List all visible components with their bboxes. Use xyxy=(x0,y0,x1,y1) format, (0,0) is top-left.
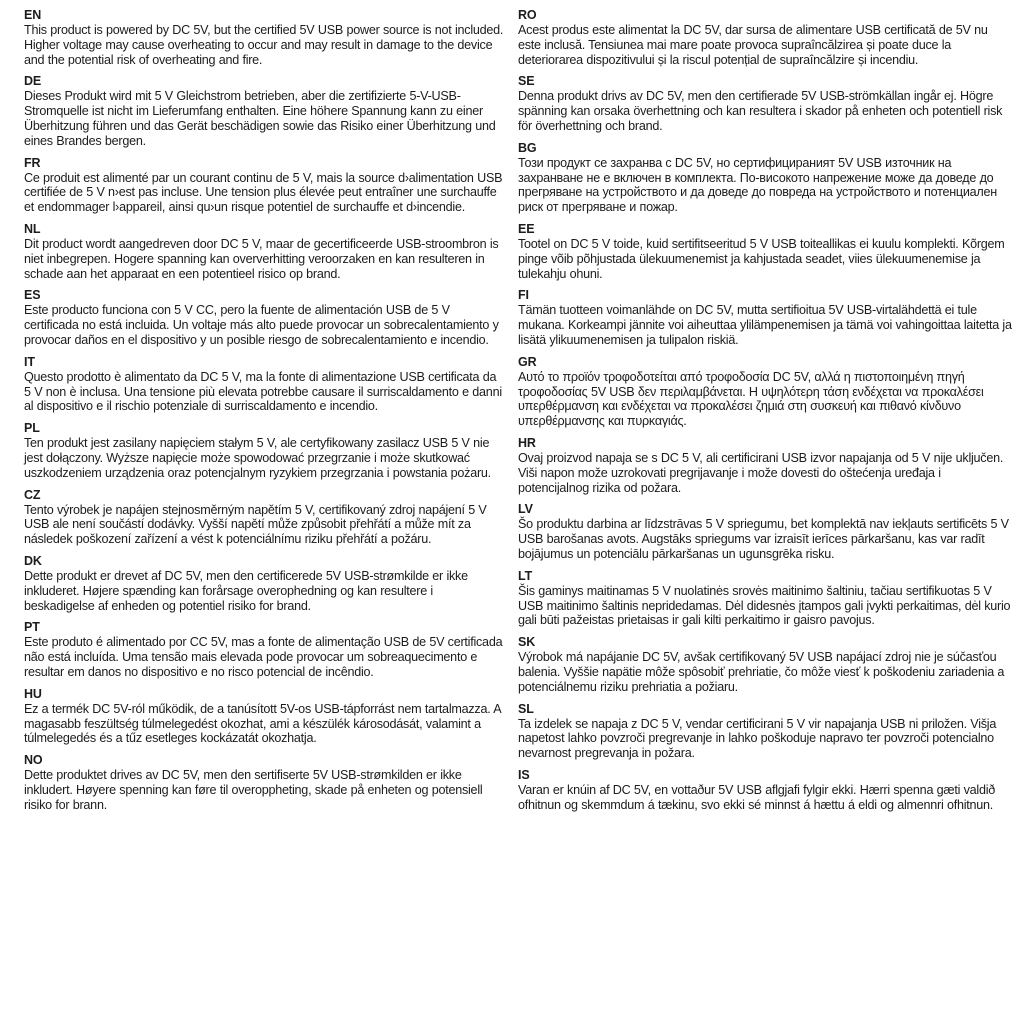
language-code-label: FR xyxy=(24,155,41,170)
language-section xyxy=(518,141,1012,215)
language-code-label: SL xyxy=(518,701,534,716)
language-code-label: LT xyxy=(518,568,533,583)
language-warning-text: Този продукт се захранва с DC 5V, но сертифицираният 5V USB източник на захранване не е включен в комплекта. По-високото напрежение може да доведе до прегряване на устройството и да доведе до повреда на устройството и потенциален риск от прегряване и пожар. xyxy=(518,155,997,215)
language-warning-text: Denna produkt drivs av DC 5V, men den certifierade 5V USB-strömkällan ingår ej. Högre spänning kan orsaka överhettning och kan resultera i skador på enheten och potentiell risk för överhettning och brand. xyxy=(518,89,1003,133)
language-warning-text: Este producto funciona con 5 V CC, pero la fuente de alimentación USB de 5 V certificada no está incluida. Un voltaje más alto puede provocar un sobrecalentamiento y provocar daños en el dispositivo y un posible riesgo de sobrecalentamiento e incendio. xyxy=(24,303,499,347)
language-warning-text: Varan er knúin af DC 5V, en vottaður 5V USB aflgjafi fylgir ekki. Hærri spenna gæti valdið ofhitnun og skemmdum á tækinu, svo ekki sé minnst á hættu á eldi og almennri ofhitnun. xyxy=(518,782,995,812)
language-warning-text: Ta izdelek se napaja z DC 5 V, vendar certificirani 5 V vir napajanja USB ni priložen. Višja napetost lahko povzroči pregrevanje in lahko poškoduje napravo ter povzroči potencialno nevarnost pregrevanja in požara. xyxy=(518,716,997,761)
language-section xyxy=(518,502,1012,561)
language-warning-text: Dette produktet drives av DC 5V, men den sertifiserte 5V USB-strømkilden er ikke inkludert. Høyere spenning kan føre til overoppheting, skade på enheten og potensiell risiko for brann. xyxy=(24,768,483,812)
language-code-label: ES xyxy=(24,288,41,303)
language-code-label: FI xyxy=(518,288,529,303)
language-section xyxy=(518,635,1012,694)
language-warning-text: Šo produktu darbina ar līdzstrāvas 5 V spriegumu, bet komplektā nav iekļauts sertificēts 5 V USB barošanas avots. Augstāks spriegums var izraisīt ierīces pārkaršanu, kas var radīt bojājumus un potenciālu pārkaršanas un ugunsgrēka risku. xyxy=(518,517,1009,561)
language-warning-text: Ez a termék DC 5V-ról működik, de a tanúsított 5V-os USB-tápforrást nem tartalmazza. A magasabb feszültség túlmelegedést okozhat, ami a készülék károsodását, valamint a túlmelegedés és a tűz esetleges kockázatát okozhatja. xyxy=(24,701,501,746)
language-section xyxy=(24,355,506,414)
language-warning-text: Αυτό το προϊόν τροφοδοτείται από τροφοδοσία DC 5V, αλλά η πιστοποιημένη πηγή τροφοδοσίας 5V USB δεν περιλαμβάνεται. Η υψηλότερη τάση ενδέχεται να προκαλέσει υπερθέρμανση και ενδέχεται να προκαλέσει ζημιά στη συσκευή και πιθανό κίνδυνο υπερθέρμανσης και πυρκαγιάς. xyxy=(518,369,984,429)
language-section xyxy=(24,222,506,281)
language-warning-text: Ovaj proizvod napaja se s DC 5 V, ali certificirani USB izvor napajanja od 5 V nije uključen. Viši napon može uzrokovati pregrijavanje i može dovesti do oštećenja uređaja i potencijalnog rizika od požara. xyxy=(518,450,1004,495)
language-code-label: PL xyxy=(24,421,40,436)
language-code-label: DK xyxy=(24,553,42,568)
language-section xyxy=(518,74,1012,133)
language-section xyxy=(518,569,1012,628)
language-warning-text: Este produto é alimentado por CC 5V, mas a fonte de alimentação USB de 5V certificada não está incluída. Uma tensão mais elevada pode provocar um sobreaquecimento e resultar em danos no dispositivo e no risco potencial de incêndio. xyxy=(24,635,503,679)
language-warning-text: Dette produkt er drevet af DC 5V, men den certificerede 5V USB-strømkilde er ikke inkluderet. Højere spænding kan forårsage overophedning og kan resultere i beskadigelse af enheden og potentiel risiko for brand. xyxy=(24,568,468,613)
language-code-label: PT xyxy=(24,620,40,635)
language-section xyxy=(518,355,1012,429)
language-code-label: LV xyxy=(518,502,533,517)
left-column xyxy=(24,8,506,1016)
language-warning-text: Ten produkt jest zasilany napięciem stałym 5 V, ale certyfikowany zasilacz USB 5 V nie jest dołączony. Wyższe napięcie może spowodować przegrzanie i może skutkować uszkodzeniem urządzenia oraz potencjalnym ryzykiem przegrzania i powstania pożaru. xyxy=(24,436,491,480)
language-warning-text: This product is powered by DC 5V, but the certified 5V USB power source is not included. Higher voltage may cause overheating to occur and may result in damage to the device and the potential risk of overheating and fire. xyxy=(24,23,504,67)
language-section xyxy=(24,687,506,746)
language-code-label: HR xyxy=(518,435,536,450)
language-warning-text: Výrobok má napájanie DC 5V, avšak certifikovaný 5V USB napájací zdroj nie je súčasťou balenia. Vyššie napätie môže spôsobiť prehriatie, čo môže viesť k poškodeniu zariadenia a potenciálnemu riziku prehriatia a požiaru. xyxy=(518,650,1005,694)
right-column xyxy=(518,8,1012,1016)
language-code-label: NL xyxy=(24,221,41,236)
language-section xyxy=(518,8,1012,67)
language-code-label: DE xyxy=(24,74,42,89)
language-section xyxy=(24,74,506,148)
language-warning-text: Tootel on DC 5 V toide, kuid sertifitseeritud 5 V USB toiteallikas ei kuulu komplekti. Kõrgem pinge võib põhjustada ülekuumenemist ja kahjustada seadet, viies ülekuumenemise ja tulekahju ohuni. xyxy=(518,236,1005,281)
language-section xyxy=(518,702,1012,761)
language-warning-text: Ce produit est alimenté par un courant continu de 5 V, mais la source d›alimentation USB certifiée de 5 V n›est pas incluse. Une tension plus élevée peut entraîner une surchauffe et endommager l›appareil, ainsi qu›un risque potentiel de surchauffe et d›incendie. xyxy=(24,170,503,215)
language-section xyxy=(24,554,506,613)
language-section xyxy=(24,156,506,215)
language-warning-text: Tento výrobek je napájen stejnosměrným napětím 5 V, certifikovaný zdroj napájení 5 V USB ale není součástí dodávky. Vyšší napětí může způsobit přehřátí a může mít za následek poškození zařízení a vést k potenciálnímu riziku přehřátí a požáru. xyxy=(24,502,487,547)
language-warning-text: Tämän tuotteen voimanlähde on DC 5V, mutta sertifioitua 5V USB-virtalähdettä ei tule mukana. Korkeampi jännite voi aiheuttaa ylilämpenemisen ja tämä voi vahingoittaa laitetta ja lisätä ylikuumenemisen ja tulipalon riskiä. xyxy=(518,303,1012,347)
language-code-label: CZ xyxy=(24,487,41,502)
language-code-label: HU xyxy=(24,686,42,701)
language-warning-text: Questo prodotto è alimentato da DC 5 V, ma la fonte di alimentazione USB certificata da 5 V non è inclusa. Una tensione più elevata potrebbe causare il surriscaldamento e danni al dispositivo e il rischio potenziale di surriscaldamento e incendio. xyxy=(24,369,502,414)
language-code-label: NO xyxy=(24,753,43,768)
language-section xyxy=(24,8,506,67)
language-code-label: IS xyxy=(518,767,530,782)
language-section xyxy=(24,620,506,679)
language-warning-text: Acest produs este alimentat la DC 5V, dar sursa de alimentare USB certificată de 5V nu este inclusă. Tensiunea mai mare poate provoca supraîncălzirea și poate duce la deteriorarea dispozitivului și la riscul potențial de supraîncălzire și incendiu. xyxy=(518,23,988,67)
language-warning-text: Dit product wordt aangedreven door DC 5 V, maar de gecertificeerde USB-stroombron is niet inbegrepen. Hogere spanning kan oververhitting veroorzaken en kan resulteren in schade aan het apparaat en een potentieel risico op brand. xyxy=(24,236,499,281)
language-section xyxy=(24,288,506,347)
language-warning-text: Šis gaminys maitinamas 5 V nuolatinės srovės maitinimo šaltiniu, tačiau sertifikuotas 5 V USB maitinimo šaltinis nepridedamas. Dėl didesnės įtampos gali įvykti perkaitimas, dėl kurio gali būti pažeistas prietaisas ir gali kilti perkaitimo ir gaisro pavojus. xyxy=(518,583,1011,628)
language-section xyxy=(24,421,506,480)
language-code-label: GR xyxy=(518,354,537,369)
language-section xyxy=(518,768,1012,813)
language-section xyxy=(24,753,506,812)
language-section xyxy=(518,288,1012,347)
language-section xyxy=(24,488,506,547)
language-code-label: SE xyxy=(518,74,535,89)
language-warning-text: Dieses Produkt wird mit 5 V Gleichstrom betrieben, aber die zertifizierte 5-V-USB-Stromquelle ist nicht im Lieferumfang enthalten. Eine höhere Spannung kann zu einer Überhitzung führen und das Gerät beschädigen sowie das Risiko einer Überhitzung und eines Brandes bergen. xyxy=(24,89,496,148)
language-section xyxy=(518,222,1012,281)
language-code-label: BG xyxy=(518,140,537,155)
language-section xyxy=(518,436,1012,495)
language-code-label: RO xyxy=(518,8,537,22)
language-code-label: IT xyxy=(24,354,35,369)
language-code-label: SK xyxy=(518,635,536,650)
language-code-label: EN xyxy=(24,8,42,22)
language-code-label: EE xyxy=(518,221,535,236)
